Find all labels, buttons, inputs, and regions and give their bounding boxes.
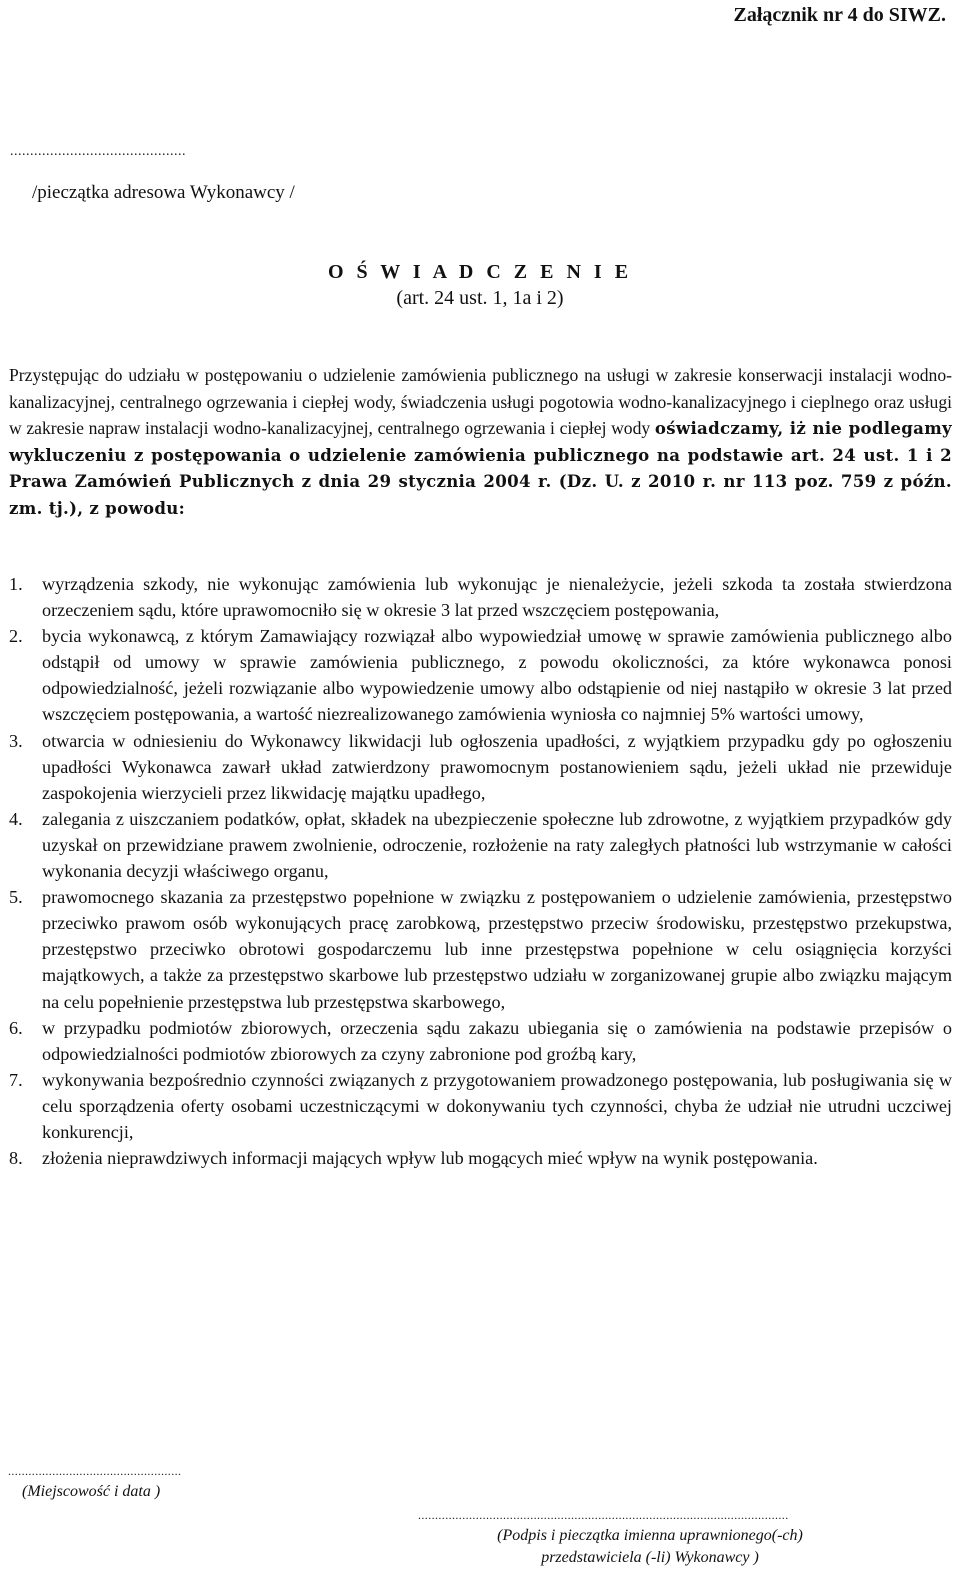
signature-label-line-1: (Podpis i pieczątka imienna uprawnionego(-ch) xyxy=(497,1527,803,1544)
list-item-text: bycia wykonawcą, z którym Zamawiający rozwiązał albo wypowiedział umowę w sprawie zamówienia publicznego albo odstąpił od umowy w sprawie zamówienia publicznego, z powodu okoliczności, za które wykonawca ponosi odpowiedzialność, jeżeli rozwiązanie albo wypowiedzenie umowy albo odstąpienie od niej nastąpiło w okresie 3 lat przed wszczęciem postępowania, a wartość niezrealizowanego zamówienia wyniosła co najmniej 5% wartości umowy, xyxy=(42,626,952,725)
place-date-label: (Miejscowość i data ) xyxy=(22,1483,161,1500)
list-item-text: otwarcia w odniesieniu do Wykonawcy likwidacji lub ogłoszenia upadłości, z wyjątkiem przypadku gdy po ogłoszeniu upadłości Wykonawca zawarł układ zatwierdzony prawomocnym postanowieniem sądu, jeżeli układ nie przewiduje zaspokojenia wierzycieli przez likwidację majątku upadłego, xyxy=(42,730,952,803)
intro-paragraph xyxy=(9,362,952,521)
place-date-dotted-line: ................................................... xyxy=(8,1464,182,1478)
declaration-text: oświadczamy, iż nie podlegamy wykluczeniu z postępowania o udzielenie zamówienia publicznego na podstawie art. 24 ust. 1 i 2 Prawa Zamówień Publicznych z dnia 29 stycznia 2004 r. (Dz. U. z 2010 r. nr 113 poz. 759 z późn. zm. tj.), z powodu: xyxy=(9,418,952,518)
exclusion-reasons-list xyxy=(9,571,952,1171)
list-item-number: 6. xyxy=(9,1017,23,1038)
list-item xyxy=(9,571,952,623)
list-item-number: 7. xyxy=(9,1069,23,1090)
signature-label-line-2: przedstawiciela (-li) Wykonawcy ) xyxy=(541,1549,759,1566)
list-item-text: zalegania z uiszczaniem podatków, opłat, składek na ubezpieczenie społeczne lub zdrowotne, z wyjątkiem przypadków gdy uzyskał on przewidziane prawem zwolnienie, odroczenie, rozłożenie na raty zaległych płatności lub wstrzymanie w całości wykonania decyzji właściwego organu, xyxy=(42,808,952,882)
stamp-label: /pieczątka adresowa Wykonawcy / xyxy=(32,182,295,203)
list-item xyxy=(9,728,952,806)
document-subtitle: (art. 24 ust. 1, 1a i 2) xyxy=(396,287,564,309)
stamp-dotted-line: ............................................ xyxy=(10,144,186,159)
attachment-label: Załącznik nr 4 do SIWZ. xyxy=(733,4,946,26)
list-item-text: wykonywania bezpośrednio czynności związanych z przygotowaniem prowadzonego postępowania, lub posługiwania się w celu sporządzenia oferty osobami uczestniczącymi w dokonywaniu tych czynności, chyba że udział nie utrudni uczciwej konkurencji, xyxy=(42,1069,952,1142)
list-item-number: 8. xyxy=(9,1148,23,1169)
list-item-number: 5. xyxy=(9,887,23,908)
list-item xyxy=(9,623,952,727)
list-item xyxy=(9,806,952,884)
list-item-text: prawomocnego skazania za przestępstwo popełnione w związku z postępowaniem o udzielenie zamówienia, przestępstwo przeciwko prawom osób wykonujących pracę zarobkową, przestępstwo przeciw środowisku, przestępstwo przekupstwa, przestępstwo przeciwko obrotowi gospodarczemu lub inne przestępstwa popełnione w celu osiągnięcia korzyści majątkowych, a także za przestępstwo skarbowe lub przestępstwo udziału w zorganizowanej grupie albo związku mającym na celu popełnienie przestępstwa lub przestępstwa skarbowego, xyxy=(42,887,952,1012)
document-title: O Ś W I A D C Z E N I E xyxy=(327,261,633,283)
list-item-number: 1. xyxy=(9,574,23,594)
signature-dotted-line: ............................................................................................................. xyxy=(418,1508,789,1522)
signature-label xyxy=(430,1525,870,1569)
list-item-number: 2. xyxy=(9,626,23,647)
list-item xyxy=(9,1145,952,1171)
list-item-text: w przypadku podmiotów zbiorowych, orzeczenia sądu zakazu ubiegania się o zamówienia na podstawie przepisów o odpowiedzialności podmiotów zbiorowych za czyny zabronione pod groźbą kary, xyxy=(42,1017,952,1064)
list-item xyxy=(9,1067,952,1145)
list-item xyxy=(9,884,952,1014)
list-item-number: 4. xyxy=(9,808,23,829)
list-item xyxy=(9,1015,952,1067)
intro-text: Przystępując do udziału w postępowaniu o udzielenie zamówienia publicznego na usługi w zakresie konserwacji instalacji wodno-kanalizacyjnej, centralnego ogrzewania i ciepłej wody, świadczenia usługi pogotowia wodno-kanalizacyjnego i cieplnego oraz usługi w zakresie napraw instalacji wodno-kanalizacyjnej, centralnego ogrzewania i ciepłej wody xyxy=(9,365,952,438)
list-item-text: złożenia nieprawdziwych informacji mających wpływ lub mogących mieć wpływ na wynik postępowania. xyxy=(42,1148,818,1169)
list-item-text: wyrządzenia szkody, nie wykonując zamówienia lub wykonując je nienależycie, jeżeli szkoda ta została stwierdzona orzeczeniem sądu, które uprawomocniło się w okresie 3 lat przed wszczęciem postępowania, xyxy=(42,574,952,621)
list-item-number: 3. xyxy=(9,730,23,751)
